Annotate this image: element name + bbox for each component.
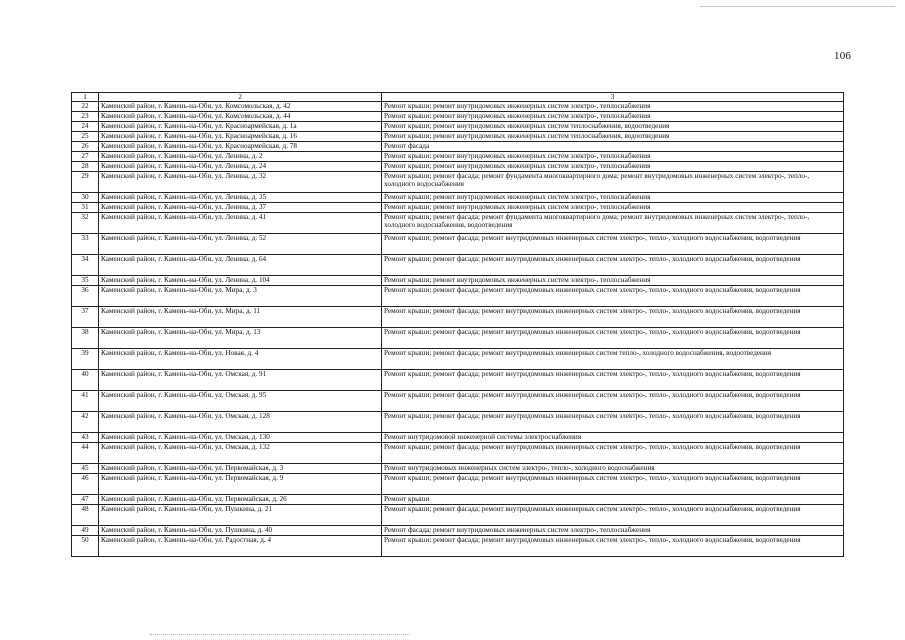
row-address: Каменский район, г. Камень-на-Оби, ул. Первомайская, д. 3 (99, 464, 382, 474)
row-works: Ремонт фасада (382, 142, 844, 152)
table-row (72, 276, 844, 286)
row-number: 48 (72, 505, 99, 526)
row-address: Каменский район, г. Камень-на-Оби, ул. Комсомольская, д. 44 (99, 112, 382, 122)
row-address: Каменский район, г. Камень-на-Оби, ул. Ленина, д. 64 (99, 255, 382, 276)
table-row (72, 142, 844, 152)
table-row (72, 152, 844, 162)
table-row (72, 203, 844, 213)
table-row (72, 255, 844, 276)
table-row (72, 474, 844, 495)
row-address: Каменский район, г. Камень-на-Оби, ул. Ленина, д. 41 (99, 213, 382, 234)
row-works: Ремонт крыши; ремонт фасада; ремонт фундамента многоквартирного дома; ремонт внутридомовых инженерных систем электро-, тепло-, холодного водоснабжения, водоотведения (382, 213, 844, 234)
row-address: Каменский район, г. Камень-на-Оби, ул. Радостная, д. 4 (99, 536, 382, 557)
row-works: Ремонт крыши; ремонт внутридомовых инженерных систем теплоснабжения, водоотведения (382, 132, 844, 142)
row-address: Каменский район, г. Камень-на-Оби, ул. Омская, д. 95 (99, 391, 382, 412)
row-works: Ремонт крыши; ремонт внутридомовых инженерных систем электро-, теплоснабжения (382, 276, 844, 286)
row-number: 23 (72, 112, 99, 122)
scan-artifact-bottom (150, 634, 410, 635)
table-row (72, 370, 844, 391)
table-row (72, 349, 844, 370)
table-row (72, 162, 844, 172)
table-row (72, 112, 844, 122)
row-works: Ремонт крыши; ремонт фасада; ремонт внутридомовых инженерных систем тепло-, холодного водоснабжения, водоотведения (382, 349, 844, 370)
table-row (72, 536, 844, 557)
row-works: Ремонт внутридомовой инженерной системы электроснабжения (382, 433, 844, 443)
row-number: 50 (72, 536, 99, 557)
table-row (72, 213, 844, 234)
row-number: 35 (72, 276, 99, 286)
row-works: Ремонт крыши; ремонт фасада; ремонт внутридомовых инженерных систем электро-, тепло-, холодного водоснабжения, водоотведения (382, 505, 844, 526)
row-number: 34 (72, 255, 99, 276)
row-address: Каменский район, г. Камень-на-Оби, ул. Первомайская, д. 26 (99, 495, 382, 505)
row-number: 46 (72, 474, 99, 495)
row-address: Каменский район, г. Камень-на-Оби, ул. Омская, д. 132 (99, 443, 382, 464)
table-row (72, 412, 844, 433)
row-number: 28 (72, 162, 99, 172)
row-number: 25 (72, 132, 99, 142)
table-row (72, 495, 844, 505)
row-address: Каменский район, г. Камень-на-Оби, ул. Ленина, д. 52 (99, 234, 382, 255)
row-works: Ремонт крыши; ремонт фасада; ремонт внутридомовых инженерных систем электро-, тепло-, холодного водоснабжения, водоотведения (382, 234, 844, 255)
table-row (72, 328, 844, 349)
row-address: Каменский район, г. Камень-на-Оби, ул. Пушкина, д. 40 (99, 526, 382, 536)
table-row (72, 526, 844, 536)
row-address: Каменский район, г. Камень-на-Оби, ул. Омская, д. 128 (99, 412, 382, 433)
row-works: Ремонт крыши; ремонт фасада; ремонт внутридомовых инженерных систем электро-, тепло-, холодного водоснабжения, водоотведения (382, 474, 844, 495)
table-row (72, 505, 844, 526)
row-address: Каменский район, г. Камень-на-Оби, ул. Мира, д. 11 (99, 307, 382, 328)
row-works: Ремонт внутридомовых инженерных систем электро-, тепло-, холодного водоснабжения (382, 464, 844, 474)
row-number: 36 (72, 286, 99, 307)
row-works: Ремонт крыши; ремонт фасада; ремонт внутридомовых инженерных систем электро-, тепло-, холодного водоснабжения, водоотведения (382, 536, 844, 557)
row-works: Ремонт крыши; ремонт фасада; ремонт фундамента многоквартирного дома; ремонт внутридомовых инженерных систем электро-, тепло-, холодного водоснабжения (382, 172, 844, 193)
row-number: 47 (72, 495, 99, 505)
header-cell-address: 2 (99, 93, 382, 102)
table-row (72, 193, 844, 203)
row-address: Каменский район, г. Камень-на-Оби, ул. Красноармейская, д. 78 (99, 142, 382, 152)
row-address: Каменский район, г. Камень-на-Оби, ул. Омская, д. 130 (99, 433, 382, 443)
row-number: 43 (72, 433, 99, 443)
row-address: Каменский район, г. Камень-на-Оби, ул. Ленина, д. 32 (99, 172, 382, 193)
row-number: 24 (72, 122, 99, 132)
row-number: 39 (72, 349, 99, 370)
row-works: Ремонт крыши; ремонт внутридомовых инженерных систем электро-, теплоснабжения (382, 203, 844, 213)
row-works: Ремонт крыши; ремонт фасада; ремонт внутридомовых инженерных систем электро-, тепло-, холодного водоснабжения, водоотведения (382, 255, 844, 276)
row-works: Ремонт крыши; ремонт фасада; ремонт внутридомовых инженерных систем электро-, тепло-, холодного водоснабжения, водоотведения (382, 443, 844, 464)
table-header-row (72, 93, 844, 102)
row-works: Ремонт крыши; ремонт фасада; ремонт внутридомовых инженерных систем электро-, тепло-, холодного водоснабжения, водоотведения (382, 328, 844, 349)
table-row (72, 464, 844, 474)
table-row (72, 433, 844, 443)
row-address: Каменский район, г. Камень-на-Оби, ул. Ленина, д. 35 (99, 193, 382, 203)
row-works: Ремонт крыши; ремонт фасада; ремонт внутридомовых инженерных систем электро-, тепло-, холодного водоснабжения, водоотведения (382, 286, 844, 307)
works-table (71, 92, 844, 557)
row-address: Каменский район, г. Камень-на-Оби, ул. Ленина, д. 37 (99, 203, 382, 213)
row-address: Каменский район, г. Камень-на-Оби, ул. Пушкина, д. 21 (99, 505, 382, 526)
row-works: Ремонт крыши; ремонт фасада; ремонт внутридомовых инженерных систем электро-, тепло-, холодного водоснабжения, водоотведения (382, 391, 844, 412)
row-works: Ремонт крыши; ремонт фасада; ремонт внутридомовых инженерных систем электро-, тепло-, холодного водоснабжения, водоотведения (382, 370, 844, 391)
row-address: Каменский район, г. Камень-на-Оби, ул. Мира, д. 3 (99, 286, 382, 307)
row-works: Ремонт крыши; ремонт внутридомовых инженерных систем электро-, теплоснабжения (382, 193, 844, 203)
row-number: 45 (72, 464, 99, 474)
row-number: 30 (72, 193, 99, 203)
row-number: 27 (72, 152, 99, 162)
row-number: 44 (72, 443, 99, 464)
row-number: 40 (72, 370, 99, 391)
table-row (72, 234, 844, 255)
row-address: Каменский район, г. Камень-на-Оби, ул. Красноармейская, д. 1а (99, 122, 382, 132)
row-address: Каменский район, г. Камень-на-Оби, ул. Красноармейская, д. 16 (99, 132, 382, 142)
table-row (72, 172, 844, 193)
row-works: Ремонт крыши; ремонт фасада; ремонт внутридомовых инженерных систем электро-, тепло-, холодного водоснабжения, водоотведения (382, 307, 844, 328)
row-address: Каменский район, г. Камень-на-Оби, ул. Омская, д. 91 (99, 370, 382, 391)
row-works: Ремонт крыши; ремонт внутридомовых инженерных систем электро-, теплоснабжения (382, 162, 844, 172)
row-number: 26 (72, 142, 99, 152)
row-works: Ремонт крыши; ремонт внутридомовых инженерных систем электро-, теплоснабжения (382, 152, 844, 162)
table-row (72, 122, 844, 132)
scan-artifact-top (700, 6, 895, 7)
row-number: 32 (72, 213, 99, 234)
row-number: 29 (72, 172, 99, 193)
row-works: Ремонт крыши; ремонт внутридомовых инженерных систем электро-, теплоснабжения (382, 112, 844, 122)
row-address: Каменский район, г. Камень-на-Оби, ул. Комсомольская, д. 42 (99, 102, 382, 112)
row-address: Каменский район, г. Камень-на-Оби, ул. Ленина, д. 104 (99, 276, 382, 286)
row-address: Каменский район, г. Камень-на-Оби, ул. Новая, д. 4 (99, 349, 382, 370)
page-number: 106 (834, 50, 852, 62)
table-row (72, 286, 844, 307)
row-number: 41 (72, 391, 99, 412)
row-address: Каменский район, г. Камень-на-Оби, ул. Первомайская, д. 9 (99, 474, 382, 495)
row-number: 37 (72, 307, 99, 328)
table-row (72, 132, 844, 142)
header-cell-works: 3 (382, 93, 844, 102)
row-number: 31 (72, 203, 99, 213)
row-works: Ремонт крыши; ремонт внутридомовых инженерных систем электро-, теплоснабжения (382, 102, 844, 112)
row-address: Каменский район, г. Камень-на-Оби, ул. Ленина, д. 2 (99, 152, 382, 162)
row-works: Ремонт крыши; ремонт фасада; ремонт внутридомовых инженерных систем электро-, тепло-, холодного водоснабжения, водоотведения (382, 412, 844, 433)
row-number: 49 (72, 526, 99, 536)
row-works: Ремонт крыши; ремонт внутридомовых инженерных систем теплоснабжения, водоотведения (382, 122, 844, 132)
row-number: 38 (72, 328, 99, 349)
row-works: Ремонт крыши (382, 495, 844, 505)
row-number: 42 (72, 412, 99, 433)
header-cell-number: 1 (72, 93, 99, 102)
row-number: 33 (72, 234, 99, 255)
row-number: 22 (72, 102, 99, 112)
row-address: Каменский район, г. Камень-на-Оби, ул. Ленина, д. 24 (99, 162, 382, 172)
table-row (72, 443, 844, 464)
row-address: Каменский район, г. Камень-на-Оби, ул. Мира, д. 13 (99, 328, 382, 349)
table-row (72, 102, 844, 112)
table-row (72, 391, 844, 412)
table-row (72, 307, 844, 328)
row-works: Ремонт фасада; ремонт внутридомовых инженерных систем электро-, теплоснабжения (382, 526, 844, 536)
